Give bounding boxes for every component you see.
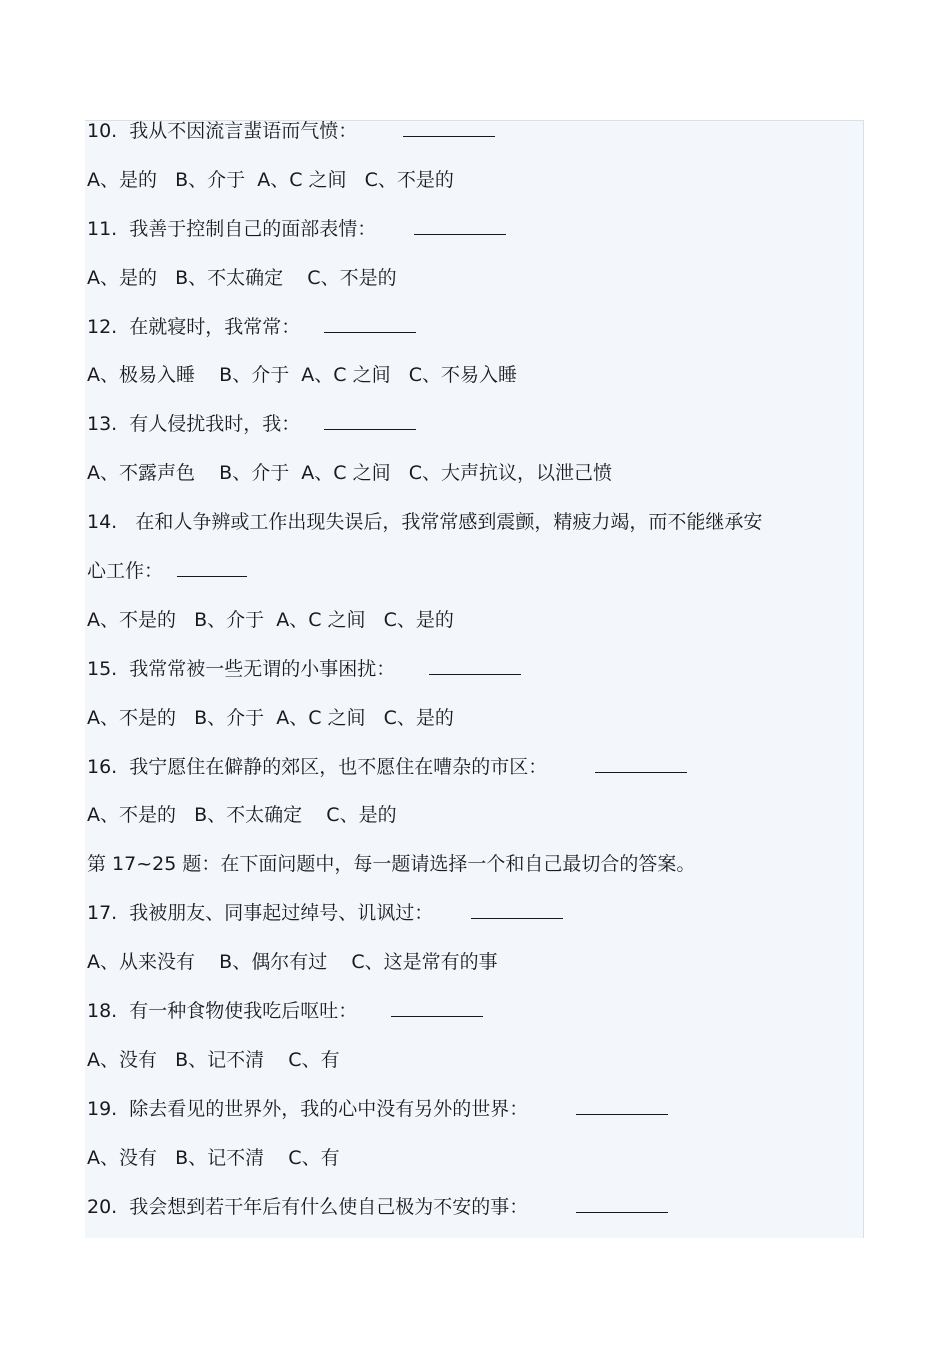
answer-blank[interactable] (576, 1192, 668, 1213)
options-line: A、极易入睡 B、介于 A、C 之间 C、不易入睡 (87, 364, 517, 387)
question-line (87, 889, 857, 938)
answer-blank[interactable] (595, 752, 687, 773)
options-line: A、没有 B、记不清 C、有 (87, 1146, 340, 1169)
question-line (87, 400, 857, 449)
question-text: 除去看见的世界外，我的心中没有另外的世界： (129, 1097, 529, 1120)
question-number: 18. (87, 1000, 118, 1023)
question-text: 有人侵扰我时，我： (129, 413, 301, 436)
options-line: A、从来没有 B、偶尔有过 C、这是常有的事 (87, 951, 498, 974)
answer-blank[interactable] (471, 898, 563, 919)
options-line: A、没有 B、记不清 C、有 (87, 1048, 340, 1071)
question-line (87, 1085, 857, 1134)
question-text: 我宁愿住在僻静的郊区，也不愿住在嘈杂的市区： (129, 755, 548, 778)
question-text: 我会想到若干年后有什么使自己极为不安的事： (129, 1195, 529, 1218)
text-line: 第 17~25 题：在下面问题中，每一题请选择一个和自己最切合的答案。 (87, 853, 696, 876)
answer-blank[interactable] (403, 116, 495, 137)
question-number: 17. (87, 902, 118, 925)
question-number: 12. (87, 315, 118, 338)
answer-blank[interactable] (324, 409, 416, 430)
question-text: 我常常被一些无谓的小事困扰： (129, 657, 396, 680)
answer-blank[interactable] (576, 1094, 668, 1115)
options-line: A、是的 B、不太确定 C、不是的 (87, 266, 397, 289)
options-line: A、不露声色 B、介于 A、C 之间 C、大声抗议，以泄己愤 (87, 462, 612, 485)
answer-blank[interactable] (429, 654, 521, 675)
question-line (87, 1183, 857, 1232)
question-line (87, 645, 857, 694)
answer-blank[interactable] (324, 312, 416, 333)
question-text: 我被朋友、同事起过绰号、讥讽过： (129, 902, 434, 925)
question-text: 我善于控制自己的面部表情： (129, 217, 377, 240)
question-number: 19. (87, 1097, 118, 1120)
question-line (87, 205, 857, 254)
question-line (87, 987, 857, 1036)
answer-blank[interactable] (177, 556, 247, 577)
question-text: 心工作： (87, 560, 164, 583)
question-line (87, 743, 857, 792)
question-number: 15. (87, 657, 118, 680)
question-line (87, 547, 857, 596)
options-line: A、不是的 B、不太确定 C、是的 (87, 804, 397, 827)
question-line (87, 303, 857, 352)
text-line: 14. 在和人争辨或工作出现失误后，我常常感到震颤，精疲力竭，而不能继承安 (87, 511, 763, 534)
questionnaire-content (87, 107, 857, 1231)
question-number: 16. (87, 755, 118, 778)
answer-blank[interactable] (414, 214, 506, 235)
question-number: 10. (87, 120, 118, 142)
question-number: 13. (87, 413, 118, 436)
question-text: 有一种食物使我吃后呕吐： (129, 1000, 358, 1023)
options-line: A、是的 B、介于 A、C 之间 C、不是的 (87, 168, 454, 191)
question-number: 11. (87, 217, 118, 240)
question-number: 20. (87, 1195, 118, 1218)
question-line (87, 107, 857, 156)
question-text: 我从不因流言蜚语而气愤： (129, 120, 358, 142)
answer-blank[interactable] (391, 996, 483, 1017)
question-text: 在就寝时，我常常： (129, 315, 301, 338)
options-line: A、不是的 B、介于 A、C 之间 C、是的 (87, 608, 454, 631)
options-line: A、不是的 B、介于 A、C 之间 C、是的 (87, 706, 454, 729)
